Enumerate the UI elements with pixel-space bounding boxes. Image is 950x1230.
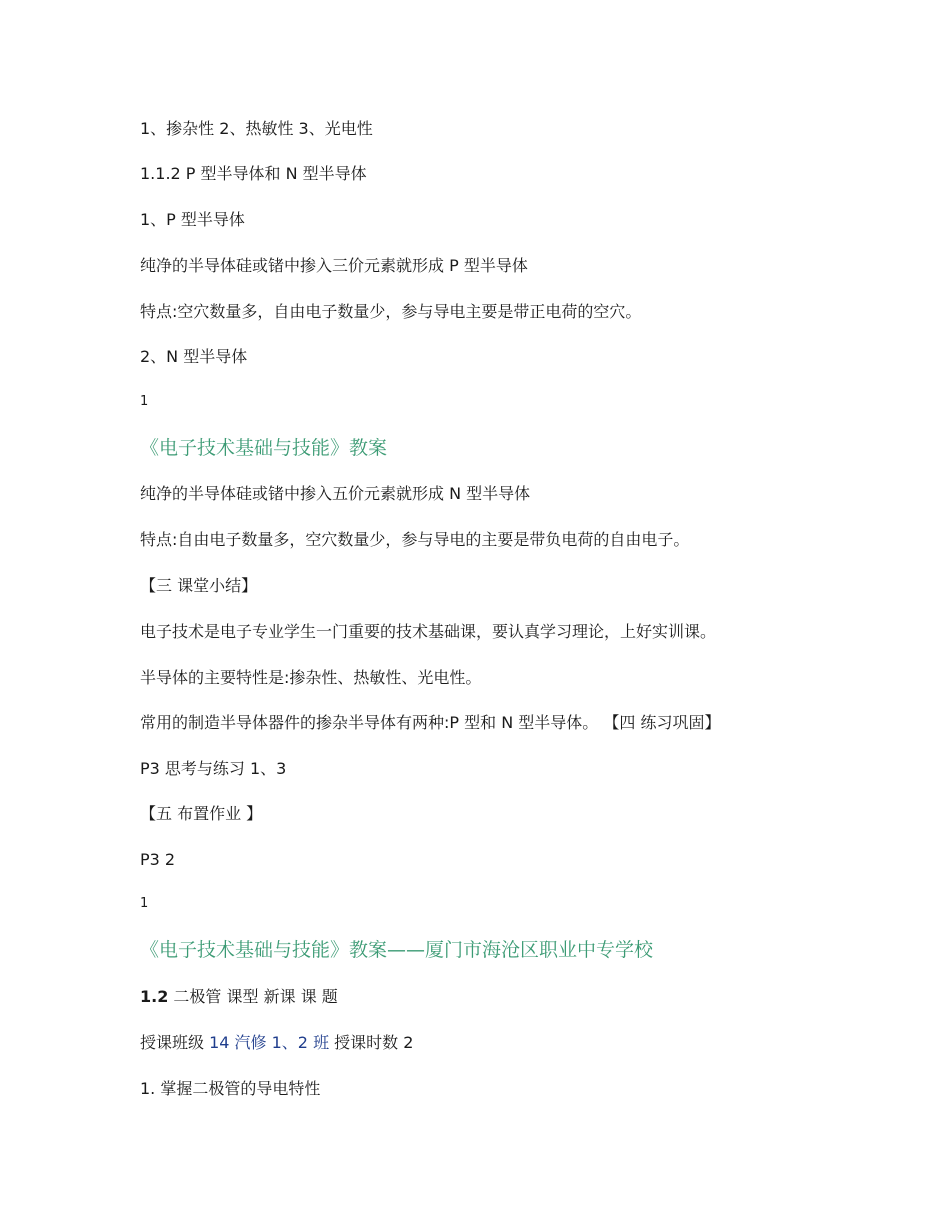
- text-line-summary-2: 半导体的主要特性是:掺杂性、热敏性、光电性。: [140, 668, 482, 687]
- subheading-p-type: 1、P 型半导体: [140, 210, 245, 229]
- text-line-homework: P3 2: [140, 850, 176, 869]
- page-header-title: 《电子技术基础与技能》教案——厦门市海沧区职业中专学校: [140, 939, 654, 961]
- page-header-title: 《电子技术基础与技能》教案: [140, 437, 388, 459]
- lesson-title-line: [140, 987, 338, 1007]
- hours-text: 授课时数 2: [329, 1033, 414, 1052]
- lesson-number: 1.2: [140, 987, 169, 1006]
- class-value: 14 汽修 1、2 班: [209, 1033, 330, 1052]
- text-line-p-type-features: 特点:空穴数量多，自由电子数量少，参与导电主要是带正电荷的空穴。: [140, 302, 642, 321]
- text-line-properties: 1、掺杂性 2、热敏性 3、光电性: [140, 119, 373, 138]
- section-summary-heading: 【三 课堂小结】: [140, 576, 258, 595]
- text-line-summary-1: 电子技术是电子专业学生一门重要的技术基础课，要认真学习理论，上好实训课。: [140, 622, 717, 641]
- text-line-exercise: P3 思考与练习 1、3: [140, 759, 287, 778]
- text-line-n-type-definition: 纯净的半导体硅或锗中掺入五价元素就形成 N 型半导体: [140, 484, 531, 503]
- lesson-title-text: 二极管 课型 新课 课 题: [168, 987, 338, 1006]
- page-number: 1: [140, 896, 149, 911]
- text-line-n-type-features: 特点:自由电子数量多，空穴数量少，参与导电的主要是带负电荷的自由电子。: [140, 530, 690, 549]
- section-homework-heading: 【五 布置作业 】: [140, 804, 263, 823]
- subheading-n-type: 2、N 型半导体: [140, 347, 248, 366]
- text-line-summary-3: 常用的制造半导体器件的掺杂半导体有两种:P 型和 N 型半导体。 【四 练习巩固】: [140, 713, 721, 732]
- text-line-p-type-definition: 纯净的半导体硅或锗中掺入三价元素就形成 P 型半导体: [140, 256, 528, 275]
- text-line-objective-1: 1. 掌握二极管的导电特性: [140, 1079, 321, 1098]
- section-heading-p-n-type: 1.1.2 P 型半导体和 N 型半导体: [140, 164, 367, 183]
- class-label: 授课班级: [140, 1033, 210, 1052]
- class-info-line: [140, 1033, 413, 1053]
- page-number: 1: [140, 394, 149, 409]
